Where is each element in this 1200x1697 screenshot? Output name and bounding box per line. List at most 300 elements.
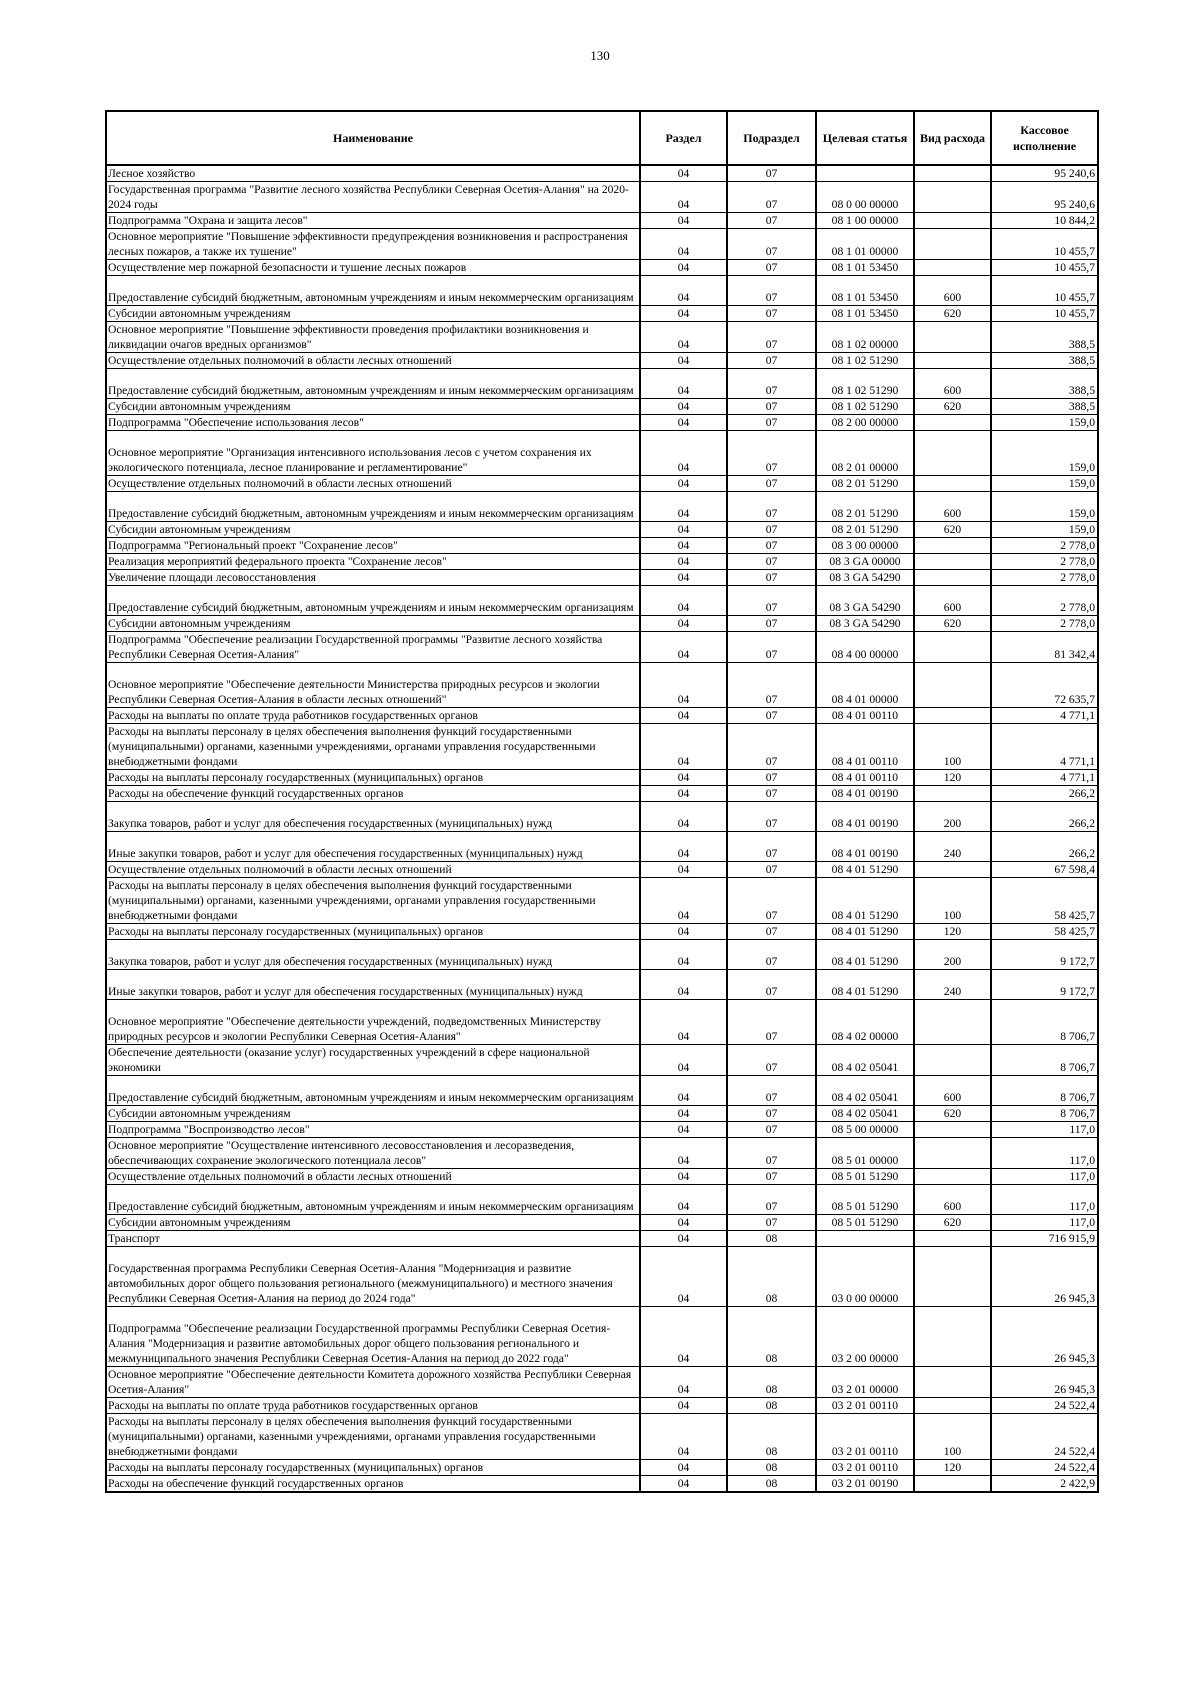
row-expense-type: 120 — [914, 770, 991, 786]
row-target-article: 08 4 01 00000 — [816, 663, 914, 708]
table-header-row — [106, 111, 1098, 165]
row-podrazdel: 07 — [727, 802, 816, 832]
row-podrazdel: 07 — [727, 538, 816, 554]
row-razdel: 04 — [640, 1367, 727, 1398]
row-target-article: 08 1 01 53450 — [816, 276, 914, 306]
row-cash-execution: 2 422,9 — [991, 1476, 1098, 1493]
row-cash-execution: 4 771,1 — [991, 724, 1098, 770]
row-target-article: 03 2 01 00000 — [816, 1367, 914, 1398]
row-name: Иные закупки товаров, работ и услуг для обеспечения государственных (муниципальных) нужд — [106, 970, 640, 1000]
row-podrazdel: 07 — [727, 570, 816, 586]
row-razdel: 04 — [640, 492, 727, 522]
row-podrazdel: 07 — [727, 229, 816, 260]
row-name: Реализация мероприятий федерального проекта "Сохранение лесов" — [106, 554, 640, 570]
row-cash-execution: 26 945,3 — [991, 1307, 1098, 1367]
table-row — [106, 415, 1098, 431]
row-target-article: 08 3 00 00000 — [816, 538, 914, 554]
table-row — [106, 492, 1098, 522]
row-name: Подпрограмма "Воспроизводство лесов" — [106, 1122, 640, 1138]
row-cash-execution: 8 706,7 — [991, 1045, 1098, 1076]
row-podrazdel: 07 — [727, 1138, 816, 1169]
table-row — [106, 786, 1098, 802]
row-razdel: 04 — [640, 1476, 727, 1493]
row-name: Предоставление субсидий бюджетным, автономным учреждениям и иным некоммерческим организациям — [106, 586, 640, 616]
row-name: Субсидии автономным учреждениям — [106, 306, 640, 322]
row-razdel: 04 — [640, 399, 727, 415]
row-cash-execution: 117,0 — [991, 1138, 1098, 1169]
row-expense-type — [914, 165, 991, 182]
row-razdel: 04 — [640, 970, 727, 1000]
row-razdel: 04 — [640, 1000, 727, 1045]
row-expense-type — [914, 476, 991, 492]
table-row — [106, 260, 1098, 276]
row-name: Основное мероприятие "Осуществление интенсивного лесовосстановления и лесоразведения, обеспечивающих сохранение экологического потенциала лесов" — [106, 1138, 640, 1169]
row-target-article: 03 2 01 00110 — [816, 1414, 914, 1460]
page-number: 130 — [590, 48, 610, 63]
row-name: Государственная программа "Развитие лесного хозяйства Республики Северная Осетия-Алания" на 2020-2024 годы — [106, 182, 640, 213]
header-expense-type: Вид расхода — [914, 111, 991, 165]
row-name: Субсидии автономным учреждениям — [106, 1106, 640, 1122]
row-cash-execution: 4 771,1 — [991, 770, 1098, 786]
row-target-article: 08 1 02 51290 — [816, 399, 914, 415]
row-target-article: 08 4 02 05041 — [816, 1076, 914, 1106]
row-cash-execution: 2 778,0 — [991, 570, 1098, 586]
row-target-article: 03 2 00 00000 — [816, 1307, 914, 1367]
row-expense-type — [914, 1367, 991, 1398]
row-target-article: 08 3 GA 00000 — [816, 554, 914, 570]
table-row — [106, 276, 1098, 306]
row-target-article: 08 4 02 05041 — [816, 1106, 914, 1122]
table-row — [106, 1122, 1098, 1138]
row-razdel: 04 — [640, 476, 727, 492]
table-row — [106, 708, 1098, 724]
row-name: Основное мероприятие "Обеспечение деятельности Комитета дорожного хозяйства Республики Северная Осетия-Алания" — [106, 1367, 640, 1398]
row-name: Осуществление отдельных полномочий в области лесных отношений — [106, 1169, 640, 1185]
row-expense-type: 120 — [914, 1460, 991, 1476]
row-target-article: 08 4 01 00110 — [816, 770, 914, 786]
row-razdel: 04 — [640, 306, 727, 322]
row-target-article: 08 3 GA 54290 — [816, 570, 914, 586]
row-cash-execution: 2 778,0 — [991, 554, 1098, 570]
row-expense-type — [914, 1231, 991, 1247]
row-podrazdel: 07 — [727, 1045, 816, 1076]
row-cash-execution: 26 945,3 — [991, 1247, 1098, 1307]
row-cash-execution: 24 522,4 — [991, 1460, 1098, 1476]
row-target-article: 08 1 00 00000 — [816, 213, 914, 229]
row-razdel: 04 — [640, 1169, 727, 1185]
row-razdel: 04 — [640, 878, 727, 924]
row-expense-type — [914, 229, 991, 260]
table-row — [106, 1307, 1098, 1367]
row-target-article: 08 3 GA 54290 — [816, 616, 914, 632]
row-razdel: 04 — [640, 924, 727, 940]
row-name: Основное мероприятие "Повышение эффективности проведения профилактики возникновения и ликвидации очагов вредных организмов" — [106, 322, 640, 353]
row-razdel: 04 — [640, 862, 727, 878]
row-name: Расходы на выплаты персоналу государственных (муниципальных) органов — [106, 770, 640, 786]
row-expense-type: 620 — [914, 399, 991, 415]
row-razdel: 04 — [640, 708, 727, 724]
row-name: Подпрограмма "Обеспечение реализации Государственной программы "Развитие лесного хозяйства Республики Северная Осетия-Алания" — [106, 632, 640, 663]
row-name: Осуществление мер пожарной безопасности и тушение лесных пожаров — [106, 260, 640, 276]
row-target-article: 03 0 00 00000 — [816, 1247, 914, 1307]
row-name: Расходы на выплаты персоналу в целях обеспечения выполнения функций государственными (муниципальными) органами, казенными учреждениями, органами управления государственными внебюджетными фондами — [106, 878, 640, 924]
row-name: Расходы на выплаты персоналу в целях обеспечения выполнения функций государственными (муниципальными) органами, казенными учреждениями, органами управления государственными внебюджетными фондами — [106, 724, 640, 770]
row-razdel: 04 — [640, 940, 727, 970]
row-cash-execution: 10 844,2 — [991, 213, 1098, 229]
row-cash-execution: 24 522,4 — [991, 1414, 1098, 1460]
row-target-article: 08 4 01 51290 — [816, 862, 914, 878]
table-row — [106, 770, 1098, 786]
row-name: Предоставление субсидий бюджетным, автономным учреждениям и иным некоммерческим организациям — [106, 492, 640, 522]
row-expense-type — [914, 1169, 991, 1185]
row-target-article: 08 1 01 53450 — [816, 260, 914, 276]
row-razdel: 04 — [640, 554, 727, 570]
row-razdel: 04 — [640, 165, 727, 182]
row-razdel: 04 — [640, 802, 727, 832]
row-name: Субсидии автономным учреждениям — [106, 1215, 640, 1231]
row-expense-type: 600 — [914, 1076, 991, 1106]
row-podrazdel: 07 — [727, 924, 816, 940]
table-row — [106, 724, 1098, 770]
row-expense-type — [914, 862, 991, 878]
row-name: Обеспечение деятельности (оказание услуг) государственных учреждений в сфере национальной экономики — [106, 1045, 640, 1076]
table-row — [106, 1247, 1098, 1307]
row-podrazdel: 07 — [727, 182, 816, 213]
row-cash-execution: 10 455,7 — [991, 276, 1098, 306]
row-cash-execution: 388,5 — [991, 322, 1098, 353]
row-cash-execution: 9 172,7 — [991, 940, 1098, 970]
row-cash-execution: 117,0 — [991, 1185, 1098, 1215]
row-podrazdel: 07 — [727, 970, 816, 1000]
table-row — [106, 522, 1098, 538]
row-podrazdel: 07 — [727, 476, 816, 492]
row-podrazdel: 07 — [727, 1185, 816, 1215]
table-row — [106, 1185, 1098, 1215]
row-podrazdel: 07 — [727, 724, 816, 770]
row-razdel: 04 — [640, 1215, 727, 1231]
row-expense-type: 620 — [914, 1215, 991, 1231]
table-row — [106, 1215, 1098, 1231]
row-name: Предоставление субсидий бюджетным, автономным учреждениям и иным некоммерческим организациям — [106, 1185, 640, 1215]
row-target-article: 08 1 02 51290 — [816, 369, 914, 399]
table-row — [106, 554, 1098, 570]
row-podrazdel: 07 — [727, 1122, 816, 1138]
row-target-article: 08 4 01 00190 — [816, 802, 914, 832]
row-cash-execution: 95 240,6 — [991, 165, 1098, 182]
row-razdel: 04 — [640, 586, 727, 616]
row-expense-type: 600 — [914, 276, 991, 306]
row-cash-execution: 72 635,7 — [991, 663, 1098, 708]
row-podrazdel: 08 — [727, 1460, 816, 1476]
row-cash-execution: 24 522,4 — [991, 1398, 1098, 1414]
row-target-article: 08 2 00 00000 — [816, 415, 914, 431]
row-podrazdel: 07 — [727, 213, 816, 229]
row-target-article: 08 5 00 00000 — [816, 1122, 914, 1138]
row-name: Субсидии автономным учреждениям — [106, 522, 640, 538]
row-target-article: 08 1 02 00000 — [816, 322, 914, 353]
row-expense-type — [914, 1045, 991, 1076]
row-name: Расходы на выплаты персоналу государственных (муниципальных) органов — [106, 1460, 640, 1476]
row-razdel: 04 — [640, 522, 727, 538]
row-expense-type — [914, 353, 991, 369]
row-podrazdel: 08 — [727, 1414, 816, 1460]
row-razdel: 04 — [640, 1398, 727, 1414]
row-podrazdel: 07 — [727, 940, 816, 970]
row-podrazdel: 07 — [727, 616, 816, 632]
table-row — [106, 970, 1098, 1000]
row-name: Иные закупки товаров, работ и услуг для обеспечения государственных (муниципальных) нужд — [106, 832, 640, 862]
row-expense-type: 100 — [914, 724, 991, 770]
row-podrazdel: 07 — [727, 1215, 816, 1231]
row-target-article — [816, 165, 914, 182]
table-row — [106, 1367, 1098, 1398]
row-podrazdel: 08 — [727, 1367, 816, 1398]
row-cash-execution: 8 706,7 — [991, 1000, 1098, 1045]
row-cash-execution: 67 598,4 — [991, 862, 1098, 878]
row-podrazdel: 07 — [727, 369, 816, 399]
row-razdel: 04 — [640, 724, 727, 770]
row-expense-type — [914, 538, 991, 554]
row-cash-execution: 26 945,3 — [991, 1367, 1098, 1398]
row-podrazdel: 07 — [727, 554, 816, 570]
row-razdel: 04 — [640, 322, 727, 353]
row-podrazdel: 07 — [727, 492, 816, 522]
row-target-article: 08 4 01 00190 — [816, 832, 914, 862]
row-cash-execution: 388,5 — [991, 369, 1098, 399]
table-row — [106, 165, 1098, 182]
row-target-article: 08 4 01 00110 — [816, 724, 914, 770]
row-podrazdel: 07 — [727, 165, 816, 182]
row-expense-type: 600 — [914, 369, 991, 399]
row-razdel: 04 — [640, 1045, 727, 1076]
header-name: Наименование — [106, 111, 640, 165]
row-name: Закупка товаров, работ и услуг для обеспечения государственных (муниципальных) нужд — [106, 940, 640, 970]
row-name: Расходы на обеспечение функций государственных органов — [106, 1476, 640, 1493]
row-target-article: 08 4 01 51290 — [816, 970, 914, 1000]
row-razdel: 04 — [640, 229, 727, 260]
row-target-article: 08 1 01 00000 — [816, 229, 914, 260]
row-razdel: 04 — [640, 770, 727, 786]
row-cash-execution: 81 342,4 — [991, 632, 1098, 663]
row-target-article: 08 4 01 51290 — [816, 878, 914, 924]
row-name: Осуществление отдельных полномочий в области лесных отношений — [106, 476, 640, 492]
row-expense-type: 600 — [914, 586, 991, 616]
row-razdel: 04 — [640, 538, 727, 554]
row-name: Расходы на обеспечение функций государственных органов — [106, 786, 640, 802]
row-name: Предоставление субсидий бюджетным, автономным учреждениям и иным некоммерческим организациям — [106, 276, 640, 306]
row-razdel: 04 — [640, 570, 727, 586]
row-podrazdel: 07 — [727, 832, 816, 862]
row-expense-type: 200 — [914, 940, 991, 970]
table-row — [106, 1231, 1098, 1247]
row-razdel: 04 — [640, 1414, 727, 1460]
row-cash-execution: 10 455,7 — [991, 229, 1098, 260]
row-cash-execution: 8 706,7 — [991, 1106, 1098, 1122]
row-name: Расходы на выплаты по оплате труда работников государственных органов — [106, 1398, 640, 1414]
row-cash-execution: 159,0 — [991, 415, 1098, 431]
row-razdel: 04 — [640, 1307, 727, 1367]
row-podrazdel: 07 — [727, 878, 816, 924]
table-row — [106, 1138, 1098, 1169]
row-expense-type — [914, 322, 991, 353]
row-target-article: 08 4 01 51290 — [816, 940, 914, 970]
row-expense-type: 600 — [914, 1185, 991, 1215]
table-row — [106, 878, 1098, 924]
row-razdel: 04 — [640, 1460, 727, 1476]
row-target-article: 08 0 00 00000 — [816, 182, 914, 213]
row-razdel: 04 — [640, 415, 727, 431]
row-expense-type — [914, 632, 991, 663]
header-razdel: Раздел — [640, 111, 727, 165]
row-podrazdel: 07 — [727, 862, 816, 878]
row-name: Государственная программа Республики Северная Осетия-Алания "Модернизация и развитие автомобильных дорог общего пользования регионального (межмуниципального) и местного значения Республики Северная Осетия-Алания на период до 2024 года" — [106, 1247, 640, 1307]
row-expense-type: 620 — [914, 522, 991, 538]
row-expense-type — [914, 1476, 991, 1493]
row-expense-type — [914, 786, 991, 802]
row-podrazdel: 07 — [727, 1076, 816, 1106]
table-row — [106, 924, 1098, 940]
row-razdel: 04 — [640, 1076, 727, 1106]
row-name: Подпрограмма "Региональный проект "Сохранение лесов" — [106, 538, 640, 554]
row-cash-execution: 117,0 — [991, 1215, 1098, 1231]
row-expense-type — [914, 663, 991, 708]
row-expense-type: 240 — [914, 832, 991, 862]
row-cash-execution: 266,2 — [991, 786, 1098, 802]
row-expense-type — [914, 1122, 991, 1138]
row-cash-execution: 4 771,1 — [991, 708, 1098, 724]
table-row — [106, 586, 1098, 616]
row-name: Предоставление субсидий бюджетным, автономным учреждениям и иным некоммерческим организациям — [106, 369, 640, 399]
row-target-article — [816, 1231, 914, 1247]
row-name: Расходы на выплаты персоналу в целях обеспечения выполнения функций государственными (муниципальными) органами, казенными учреждениями, органами управления государственными внебюджетными фондами — [106, 1414, 640, 1460]
table-row — [106, 229, 1098, 260]
row-podrazdel: 07 — [727, 276, 816, 306]
table-row — [106, 663, 1098, 708]
table-row — [106, 832, 1098, 862]
row-expense-type: 240 — [914, 970, 991, 1000]
table-row — [106, 322, 1098, 353]
row-expense-type — [914, 1247, 991, 1307]
row-podrazdel: 08 — [727, 1231, 816, 1247]
row-target-article: 03 2 01 00110 — [816, 1460, 914, 1476]
table-row — [106, 306, 1098, 322]
row-podrazdel: 07 — [727, 431, 816, 476]
row-podrazdel: 07 — [727, 399, 816, 415]
table-row — [106, 1476, 1098, 1493]
row-target-article: 08 4 01 00110 — [816, 708, 914, 724]
row-podrazdel: 07 — [727, 322, 816, 353]
table-row — [106, 632, 1098, 663]
row-razdel: 04 — [640, 616, 727, 632]
row-target-article: 08 5 01 51290 — [816, 1215, 914, 1231]
row-expense-type — [914, 570, 991, 586]
row-target-article: 08 1 02 51290 — [816, 353, 914, 369]
row-razdel: 04 — [640, 1231, 727, 1247]
row-razdel: 04 — [640, 276, 727, 306]
row-expense-type — [914, 260, 991, 276]
row-podrazdel: 07 — [727, 663, 816, 708]
row-expense-type: 620 — [914, 616, 991, 632]
row-cash-execution: 10 455,7 — [991, 306, 1098, 322]
row-expense-type: 620 — [914, 1106, 991, 1122]
row-razdel: 04 — [640, 1247, 727, 1307]
row-target-article: 08 5 01 00000 — [816, 1138, 914, 1169]
row-target-article: 08 5 01 51290 — [816, 1185, 914, 1215]
row-target-article: 08 4 02 00000 — [816, 1000, 914, 1045]
row-podrazdel: 07 — [727, 415, 816, 431]
table-row — [106, 1398, 1098, 1414]
row-expense-type: 120 — [914, 924, 991, 940]
row-expense-type — [914, 1307, 991, 1367]
row-cash-execution: 58 425,7 — [991, 924, 1098, 940]
row-cash-execution: 95 240,6 — [991, 182, 1098, 213]
row-podrazdel: 07 — [727, 260, 816, 276]
table-row — [106, 399, 1098, 415]
row-podrazdel: 08 — [727, 1247, 816, 1307]
row-name: Осуществление отдельных полномочий в области лесных отношений — [106, 353, 640, 369]
row-podrazdel: 07 — [727, 1000, 816, 1045]
row-expense-type — [914, 1398, 991, 1414]
row-razdel: 04 — [640, 632, 727, 663]
row-target-article: 03 2 01 00190 — [816, 1476, 914, 1493]
row-name: Расходы на выплаты персоналу государственных (муниципальных) органов — [106, 924, 640, 940]
row-cash-execution: 117,0 — [991, 1122, 1098, 1138]
row-razdel: 04 — [640, 182, 727, 213]
row-podrazdel: 07 — [727, 1169, 816, 1185]
row-expense-type — [914, 415, 991, 431]
row-name: Подпрограмма "Обеспечение реализации Государственной программы Республики Северная Осетия-Алания "Модернизация и развитие автомобильных дорог общего пользования регионального и межмуниципального значения Республики Северная Осетия-Алания на период до 2022 года" — [106, 1307, 640, 1367]
row-podrazdel: 07 — [727, 353, 816, 369]
row-target-article: 08 4 02 05041 — [816, 1045, 914, 1076]
row-razdel: 04 — [640, 1185, 727, 1215]
header-target-article: Целевая статья — [816, 111, 914, 165]
table-row — [106, 570, 1098, 586]
row-name: Подпрограмма "Охрана и защита лесов" — [106, 213, 640, 229]
row-target-article: 08 5 01 51290 — [816, 1169, 914, 1185]
row-podrazdel: 07 — [727, 770, 816, 786]
table-row — [106, 1414, 1098, 1460]
row-target-article: 08 4 01 00190 — [816, 786, 914, 802]
row-cash-execution: 2 778,0 — [991, 616, 1098, 632]
row-expense-type — [914, 708, 991, 724]
row-cash-execution: 10 455,7 — [991, 260, 1098, 276]
row-expense-type — [914, 554, 991, 570]
row-cash-execution: 159,0 — [991, 492, 1098, 522]
table-row — [106, 1000, 1098, 1045]
row-podrazdel: 07 — [727, 632, 816, 663]
row-target-article: 08 2 01 00000 — [816, 431, 914, 476]
row-razdel: 04 — [640, 786, 727, 802]
row-name: Расходы на выплаты по оплате труда работников государственных органов — [106, 708, 640, 724]
table-row — [106, 538, 1098, 554]
row-name: Подпрограмма "Обеспечение использования лесов" — [106, 415, 640, 431]
row-razdel: 04 — [640, 832, 727, 862]
table-row — [106, 802, 1098, 832]
row-target-article: 08 2 01 51290 — [816, 492, 914, 522]
row-name: Основное мероприятие "Организация интенсивного использования лесов с учетом сохранения их экологического потенциала, лесное планирование и регламентирование" — [106, 431, 640, 476]
row-target-article: 08 2 01 51290 — [816, 476, 914, 492]
table-row — [106, 1460, 1098, 1476]
row-target-article: 08 4 01 51290 — [816, 924, 914, 940]
row-target-article: 08 1 01 53450 — [816, 306, 914, 322]
row-podrazdel: 07 — [727, 708, 816, 724]
header-cash-execution: Кассовое исполнение — [991, 111, 1098, 165]
row-cash-execution: 9 172,7 — [991, 970, 1098, 1000]
table-body — [106, 165, 1098, 1492]
table-row — [106, 476, 1098, 492]
row-razdel: 04 — [640, 1122, 727, 1138]
row-podrazdel: 08 — [727, 1398, 816, 1414]
